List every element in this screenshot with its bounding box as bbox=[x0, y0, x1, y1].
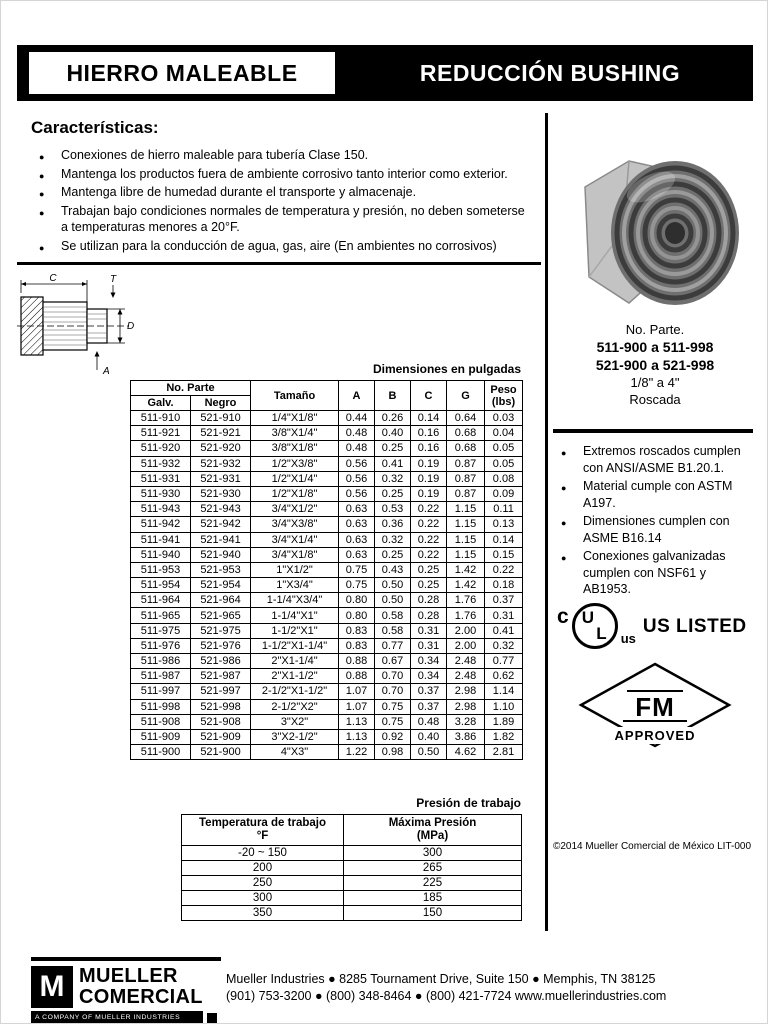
table-cell: 511-942 bbox=[131, 517, 191, 532]
table-cell: 0.28 bbox=[411, 593, 447, 608]
part-info bbox=[557, 321, 753, 408]
table-row bbox=[131, 608, 523, 623]
table-row bbox=[182, 846, 522, 861]
table-cell: 0.32 bbox=[375, 532, 411, 547]
table-cell: 1.76 bbox=[447, 608, 485, 623]
bullet-item: ● Trabajan bajo condiciones normales de temperatura y presión, no deben someterse a temperaturas menores a 20°F. bbox=[33, 203, 533, 236]
table-cell: 0.70 bbox=[375, 669, 411, 684]
table-cell: 1.15 bbox=[447, 532, 485, 547]
diagram-label-a: A bbox=[103, 366, 110, 377]
ul-u-letter: U bbox=[581, 608, 594, 627]
table-cell: 1"X1/2" bbox=[251, 562, 339, 577]
table-cell: 511-940 bbox=[131, 547, 191, 562]
table-cell: 3/4"X1/8" bbox=[251, 547, 339, 562]
table-cell: 0.37 bbox=[411, 699, 447, 714]
table-cell: 521-986 bbox=[191, 654, 251, 669]
table-cell: 2.98 bbox=[447, 684, 485, 699]
table-cell: 0.36 bbox=[375, 517, 411, 532]
dimension-diagram bbox=[15, 271, 143, 379]
table-cell: 1-1/4"X1" bbox=[251, 608, 339, 623]
table-cell: 0.37 bbox=[411, 684, 447, 699]
col-header-no-parte: No. Parte bbox=[131, 381, 251, 396]
dimensions-table bbox=[130, 380, 523, 760]
table-cell: 521-964 bbox=[191, 593, 251, 608]
table-cell: 1.22 bbox=[339, 745, 375, 760]
presion-unit: (MPa) bbox=[416, 830, 449, 842]
mueller-m-icon: M bbox=[31, 966, 73, 1008]
peso-unit: (lbs) bbox=[491, 395, 516, 408]
table-cell: 521-975 bbox=[191, 623, 251, 638]
table-cell: 1.15 bbox=[447, 517, 485, 532]
table-cell: 511-921 bbox=[131, 426, 191, 441]
col-header-c: C bbox=[411, 381, 447, 411]
table-cell: 2-1/2"X1-1/2" bbox=[251, 684, 339, 699]
table-cell: 521-920 bbox=[191, 441, 251, 456]
table-cell: 1"X3/4" bbox=[251, 578, 339, 593]
part-label: No. Parte. bbox=[625, 322, 685, 337]
table-cell: 0.34 bbox=[411, 654, 447, 669]
table-cell: -20 ~ 150 bbox=[182, 846, 344, 861]
temperatura-unit: °F bbox=[256, 830, 269, 842]
bullet-item: ● Se utilizan para la conducción de agua, gas, aire (En ambientes no corrosivos) bbox=[33, 238, 533, 255]
table-cell: 300 bbox=[182, 891, 344, 906]
table-cell: 0.03 bbox=[485, 411, 523, 426]
table-cell: 511-943 bbox=[131, 502, 191, 517]
table-cell: 0.34 bbox=[411, 669, 447, 684]
ul-l-letter: L bbox=[596, 624, 607, 643]
table-cell: 0.25 bbox=[375, 547, 411, 562]
table-row bbox=[131, 638, 523, 653]
table-cell: 2.98 bbox=[447, 699, 485, 714]
table-cell: 0.83 bbox=[339, 638, 375, 653]
presion-label: Máxima Presión bbox=[388, 817, 477, 829]
table-cell: 0.41 bbox=[375, 456, 411, 471]
table-cell: 0.63 bbox=[339, 502, 375, 517]
brand-line-2: COMERCIAL bbox=[79, 986, 203, 1008]
diagram-label-t: T bbox=[109, 274, 117, 285]
fm-approved-logo bbox=[577, 661, 733, 757]
table-cell: 0.87 bbox=[447, 486, 485, 501]
table-cell: 200 bbox=[182, 861, 344, 876]
table-cell: 0.32 bbox=[375, 471, 411, 486]
ul-c-label: c bbox=[557, 605, 569, 628]
table-cell: 0.28 bbox=[411, 608, 447, 623]
table-cell: 185 bbox=[344, 891, 522, 906]
table-cell: 521-910 bbox=[191, 411, 251, 426]
col-header-a: A bbox=[339, 381, 375, 411]
bullet-item: ● Material cumple con ASTM A197. bbox=[555, 478, 753, 511]
table-cell: 1.89 bbox=[485, 714, 523, 729]
table-cell: 1.07 bbox=[339, 684, 375, 699]
bullet-item: ● Mantenga los productos fuera de ambiente corrosivo tanto interior como exterior. bbox=[33, 166, 533, 183]
table-row bbox=[131, 486, 523, 501]
pressure-table-body bbox=[182, 846, 522, 921]
table-cell: 0.22 bbox=[485, 562, 523, 577]
table-row bbox=[131, 684, 523, 699]
pressure-table-caption: Presión de trabajo bbox=[416, 796, 521, 810]
table-cell: 1.42 bbox=[447, 562, 485, 577]
ul-listed-label: US LISTED bbox=[642, 616, 747, 637]
table-row bbox=[131, 502, 523, 517]
table-cell: 350 bbox=[182, 906, 344, 921]
table-cell: 0.09 bbox=[485, 486, 523, 501]
col-header-b: B bbox=[375, 381, 411, 411]
part-range-511: 511-900 a 511-998 bbox=[596, 339, 714, 355]
table-cell: 0.62 bbox=[485, 669, 523, 684]
table-row bbox=[182, 861, 522, 876]
table-cell: 0.40 bbox=[411, 729, 447, 744]
table-cell: 521-942 bbox=[191, 517, 251, 532]
table-cell: 0.70 bbox=[375, 684, 411, 699]
table-cell: 1-1/4"X3/4" bbox=[251, 593, 339, 608]
table-cell: 0.31 bbox=[485, 608, 523, 623]
vertical-divider bbox=[545, 113, 548, 931]
table-row bbox=[131, 532, 523, 547]
table-cell: 1.15 bbox=[447, 502, 485, 517]
table-cell: 0.50 bbox=[375, 593, 411, 608]
table-cell: 511-941 bbox=[131, 532, 191, 547]
table-cell: 3/8"X1/8" bbox=[251, 441, 339, 456]
col-header-peso bbox=[485, 381, 523, 411]
table-row bbox=[182, 891, 522, 906]
table-cell: 250 bbox=[182, 876, 344, 891]
table-cell: 0.13 bbox=[485, 517, 523, 532]
table-cell: 0.25 bbox=[375, 486, 411, 501]
table-cell: 150 bbox=[344, 906, 522, 921]
table-cell: 0.16 bbox=[411, 426, 447, 441]
col-header-temperatura bbox=[182, 815, 344, 846]
pressure-table bbox=[181, 814, 522, 921]
table-cell: 521-941 bbox=[191, 532, 251, 547]
footer-address-block bbox=[226, 971, 746, 1005]
table-cell: 4"X3" bbox=[251, 745, 339, 760]
table-cell: 0.64 bbox=[447, 411, 485, 426]
table-cell: 0.56 bbox=[339, 456, 375, 471]
bullet-item: ● Mantenga libre de humedad durante el transporte y almacenaje. bbox=[33, 184, 533, 201]
table-cell: 511-920 bbox=[131, 441, 191, 456]
table-row bbox=[131, 411, 523, 426]
table-cell: 511-954 bbox=[131, 578, 191, 593]
table-cell: 521-987 bbox=[191, 669, 251, 684]
table-cell: 511-908 bbox=[131, 714, 191, 729]
table-cell: 2.00 bbox=[447, 623, 485, 638]
table-row bbox=[131, 669, 523, 684]
table-cell: 1/2"X3/8" bbox=[251, 456, 339, 471]
table-row bbox=[131, 562, 523, 577]
table-row bbox=[131, 517, 523, 532]
table-cell: 0.88 bbox=[339, 654, 375, 669]
table-cell: 0.05 bbox=[485, 456, 523, 471]
table-cell: 0.19 bbox=[411, 486, 447, 501]
connection-type: Roscada bbox=[629, 392, 681, 407]
table-cell: 1/2"X1/8" bbox=[251, 486, 339, 501]
table-cell: 0.92 bbox=[375, 729, 411, 744]
table-cell: 521-998 bbox=[191, 699, 251, 714]
product-photo bbox=[567, 147, 745, 319]
table-cell: 3.86 bbox=[447, 729, 485, 744]
bullet-item: ● Extremos roscados cumplen con ANSI/ASME B1.20.1. bbox=[555, 443, 753, 476]
table-row bbox=[131, 547, 523, 562]
table-cell: 521-976 bbox=[191, 638, 251, 653]
table-row bbox=[182, 906, 522, 921]
table-cell: 1.42 bbox=[447, 578, 485, 593]
table-cell: 0.32 bbox=[485, 638, 523, 653]
table-cell: 2.48 bbox=[447, 669, 485, 684]
table-cell: 0.58 bbox=[375, 623, 411, 638]
table-cell: 3/8"X1/4" bbox=[251, 426, 339, 441]
table-cell: 0.11 bbox=[485, 502, 523, 517]
table-cell: 521-954 bbox=[191, 578, 251, 593]
table-cell: 511-965 bbox=[131, 608, 191, 623]
table-cell: 0.05 bbox=[485, 441, 523, 456]
table-cell: 3/4"X1/4" bbox=[251, 532, 339, 547]
table-row bbox=[131, 593, 523, 608]
table-cell: 0.31 bbox=[411, 623, 447, 638]
fm-approved-label: APPROVED bbox=[614, 728, 696, 743]
table-row bbox=[131, 745, 523, 760]
brand-square-icon bbox=[207, 1013, 217, 1023]
table-cell: 0.75 bbox=[339, 578, 375, 593]
table-cell: 265 bbox=[344, 861, 522, 876]
table-cell: 521-965 bbox=[191, 608, 251, 623]
table-cell: 0.50 bbox=[411, 745, 447, 760]
temperatura-label: Temperatura de trabajo bbox=[199, 817, 326, 829]
part-range-521: 521-900 a 521-998 bbox=[595, 357, 715, 373]
table-cell: 0.53 bbox=[375, 502, 411, 517]
table-cell: 521-909 bbox=[191, 729, 251, 744]
table-cell: 0.48 bbox=[339, 426, 375, 441]
table-cell: 0.40 bbox=[375, 426, 411, 441]
table-cell: 0.48 bbox=[339, 441, 375, 456]
table-cell: 0.75 bbox=[339, 562, 375, 577]
table-cell: 1.14 bbox=[485, 684, 523, 699]
table-cell: 521-900 bbox=[191, 745, 251, 760]
ul-listed-logo bbox=[557, 603, 747, 649]
table-cell: 511-953 bbox=[131, 562, 191, 577]
table-cell: 0.80 bbox=[339, 608, 375, 623]
table-cell: 0.19 bbox=[411, 471, 447, 486]
table-cell: 511-986 bbox=[131, 654, 191, 669]
table-cell: 0.22 bbox=[411, 517, 447, 532]
col-header-g: G bbox=[447, 381, 485, 411]
table-cell: 0.44 bbox=[339, 411, 375, 426]
table-cell: 0.87 bbox=[447, 456, 485, 471]
table-cell: 0.50 bbox=[375, 578, 411, 593]
caracteristicas-heading: Características: bbox=[31, 118, 159, 137]
table-cell: 0.77 bbox=[375, 638, 411, 653]
table-cell: 0.75 bbox=[375, 714, 411, 729]
table-cell: 3"X2-1/2" bbox=[251, 729, 339, 744]
bullet-item: ● Conexiones de hierro maleable para tubería Clase 150. bbox=[33, 147, 533, 164]
table-cell: 0.56 bbox=[339, 471, 375, 486]
table-cell: 0.08 bbox=[485, 471, 523, 486]
table-cell: 521-908 bbox=[191, 714, 251, 729]
caracteristicas-list bbox=[33, 147, 533, 256]
table-cell: 0.68 bbox=[447, 426, 485, 441]
table-cell: 521-943 bbox=[191, 502, 251, 517]
table-cell: 3.28 bbox=[447, 714, 485, 729]
ul-us-label: us bbox=[620, 631, 636, 646]
bullet-item: ● Dimensiones cumplen con ASME B16.14 bbox=[555, 513, 753, 546]
table-cell: 511-932 bbox=[131, 456, 191, 471]
table-cell: 0.22 bbox=[411, 547, 447, 562]
table-cell: 0.63 bbox=[339, 532, 375, 547]
table-cell: 0.25 bbox=[411, 578, 447, 593]
footer-phones-line: (901) 753-3200 ● (800) 348-8464 ● (800) 421-7724 www.muellerindustries.com bbox=[226, 989, 667, 1003]
table-cell: 511-998 bbox=[131, 699, 191, 714]
table-cell: 521-932 bbox=[191, 456, 251, 471]
table-cell: 511-975 bbox=[131, 623, 191, 638]
table-cell: 0.22 bbox=[411, 502, 447, 517]
table-cell: 511-909 bbox=[131, 729, 191, 744]
table-row bbox=[131, 471, 523, 486]
table-cell: 0.22 bbox=[411, 532, 447, 547]
table-cell: 300 bbox=[344, 846, 522, 861]
table-cell: 0.37 bbox=[485, 593, 523, 608]
table-cell: 0.68 bbox=[447, 441, 485, 456]
table-cell: 521-930 bbox=[191, 486, 251, 501]
table-cell: 0.26 bbox=[375, 411, 411, 426]
table-row bbox=[131, 578, 523, 593]
table-cell: 1-1/2"X1-1/4" bbox=[251, 638, 339, 653]
copyright-line: ©2014 Mueller Comercial de México LIT-000 bbox=[553, 841, 752, 852]
table-cell: 1.10 bbox=[485, 699, 523, 714]
bullet-item: ● Conexiones galvanizadas cumplen con NSF61 y AB1953. bbox=[555, 548, 753, 598]
table-row bbox=[131, 714, 523, 729]
table-cell: 511-930 bbox=[131, 486, 191, 501]
table-row bbox=[182, 876, 522, 891]
dimensions-table-caption: Dimensiones en pulgadas bbox=[372, 362, 521, 376]
header-product-title: REDUCCIÓN BUSHING bbox=[419, 59, 681, 86]
header-banner bbox=[17, 45, 753, 101]
table-cell: 0.87 bbox=[447, 471, 485, 486]
col-header-galv: Galv. bbox=[131, 396, 191, 411]
col-header-presion bbox=[344, 815, 522, 846]
table-cell: 521-931 bbox=[191, 471, 251, 486]
table-cell: 521-940 bbox=[191, 547, 251, 562]
table-cell: 0.80 bbox=[339, 593, 375, 608]
table-row bbox=[131, 623, 523, 638]
table-cell: 1.82 bbox=[485, 729, 523, 744]
table-cell: 1/4"X1/8" bbox=[251, 411, 339, 426]
table-cell: 511-964 bbox=[131, 593, 191, 608]
table-cell: 3"X2" bbox=[251, 714, 339, 729]
table-cell: 1.07 bbox=[339, 699, 375, 714]
table-cell: 2"X1-1/2" bbox=[251, 669, 339, 684]
table-cell: 0.75 bbox=[375, 699, 411, 714]
table-row bbox=[131, 654, 523, 669]
standards-list bbox=[555, 443, 753, 600]
table-cell: 0.83 bbox=[339, 623, 375, 638]
table-cell: 1.15 bbox=[447, 547, 485, 562]
table-cell: 3/4"X3/8" bbox=[251, 517, 339, 532]
table-cell: 2"X1-1/4" bbox=[251, 654, 339, 669]
table-row bbox=[131, 426, 523, 441]
table-row bbox=[131, 729, 523, 744]
col-header-tamano: Tamaño bbox=[251, 381, 339, 411]
table-cell: 2.00 bbox=[447, 638, 485, 653]
diagram-label-d: D bbox=[127, 321, 135, 332]
table-cell: 0.25 bbox=[375, 441, 411, 456]
table-cell: 1.13 bbox=[339, 714, 375, 729]
brand-subtitle-bar: A COMPANY OF MUELLER INDUSTRIES bbox=[31, 1011, 203, 1024]
table-cell: 0.31 bbox=[411, 638, 447, 653]
table-cell: 1-1/2"X1" bbox=[251, 623, 339, 638]
table-row bbox=[131, 699, 523, 714]
table-cell: 521-997 bbox=[191, 684, 251, 699]
table-cell: 0.14 bbox=[485, 532, 523, 547]
sidebar-divider-rule bbox=[553, 429, 753, 433]
table-cell: 1/2"X1/4" bbox=[251, 471, 339, 486]
table-cell: 521-921 bbox=[191, 426, 251, 441]
table-cell: 0.67 bbox=[375, 654, 411, 669]
table-cell: 0.15 bbox=[485, 547, 523, 562]
table-cell: 511-931 bbox=[131, 471, 191, 486]
table-cell: 1.13 bbox=[339, 729, 375, 744]
table-cell: 1.76 bbox=[447, 593, 485, 608]
table-cell: 0.04 bbox=[485, 426, 523, 441]
table-cell: 0.58 bbox=[375, 608, 411, 623]
table-cell: 0.88 bbox=[339, 669, 375, 684]
table-cell: 0.56 bbox=[339, 486, 375, 501]
table-cell: 3/4"X1/2" bbox=[251, 502, 339, 517]
table-row bbox=[131, 456, 523, 471]
table-cell: 511-987 bbox=[131, 669, 191, 684]
col-header-negro: Negro bbox=[191, 396, 251, 411]
ul-circle-icon bbox=[572, 603, 618, 649]
table-cell: 0.43 bbox=[375, 562, 411, 577]
size-range: 1/8" a 4" bbox=[630, 375, 680, 390]
table-cell: 511-910 bbox=[131, 411, 191, 426]
table-cell: 0.63 bbox=[339, 517, 375, 532]
dimensions-table-body bbox=[131, 411, 523, 760]
table-cell: 511-900 bbox=[131, 745, 191, 760]
table-cell: 225 bbox=[344, 876, 522, 891]
table-cell: 521-953 bbox=[191, 562, 251, 577]
table-cell: 511-976 bbox=[131, 638, 191, 653]
table-row bbox=[131, 441, 523, 456]
table-cell: 0.25 bbox=[411, 562, 447, 577]
table-cell: 2.81 bbox=[485, 745, 523, 760]
table-cell: 0.18 bbox=[485, 578, 523, 593]
mueller-comercial-logo bbox=[31, 957, 221, 1024]
peso-label: Peso bbox=[490, 383, 517, 396]
table-cell: 2-1/2"X2" bbox=[251, 699, 339, 714]
fm-letters: FM bbox=[635, 692, 675, 722]
table-cell: 0.41 bbox=[485, 623, 523, 638]
diagram-label-c: C bbox=[49, 273, 57, 284]
table-cell: 0.77 bbox=[485, 654, 523, 669]
table-cell: 0.14 bbox=[411, 411, 447, 426]
table-cell: 0.16 bbox=[411, 441, 447, 456]
table-cell: 4.62 bbox=[447, 745, 485, 760]
table-cell: 0.98 bbox=[375, 745, 411, 760]
table-cell: 2.48 bbox=[447, 654, 485, 669]
table-cell: 0.48 bbox=[411, 714, 447, 729]
table-cell: 511-997 bbox=[131, 684, 191, 699]
footer-address-line: Mueller Industries ● 8285 Tournament Drive, Suite 150 ● Memphis, TN 38125 bbox=[226, 972, 656, 986]
main-divider-rule bbox=[17, 262, 541, 265]
header-material-title: HIERRO MALEABLE bbox=[29, 52, 335, 94]
table-cell: 0.63 bbox=[339, 547, 375, 562]
table-cell: 0.19 bbox=[411, 456, 447, 471]
brand-line-1: MUELLER bbox=[79, 965, 178, 987]
